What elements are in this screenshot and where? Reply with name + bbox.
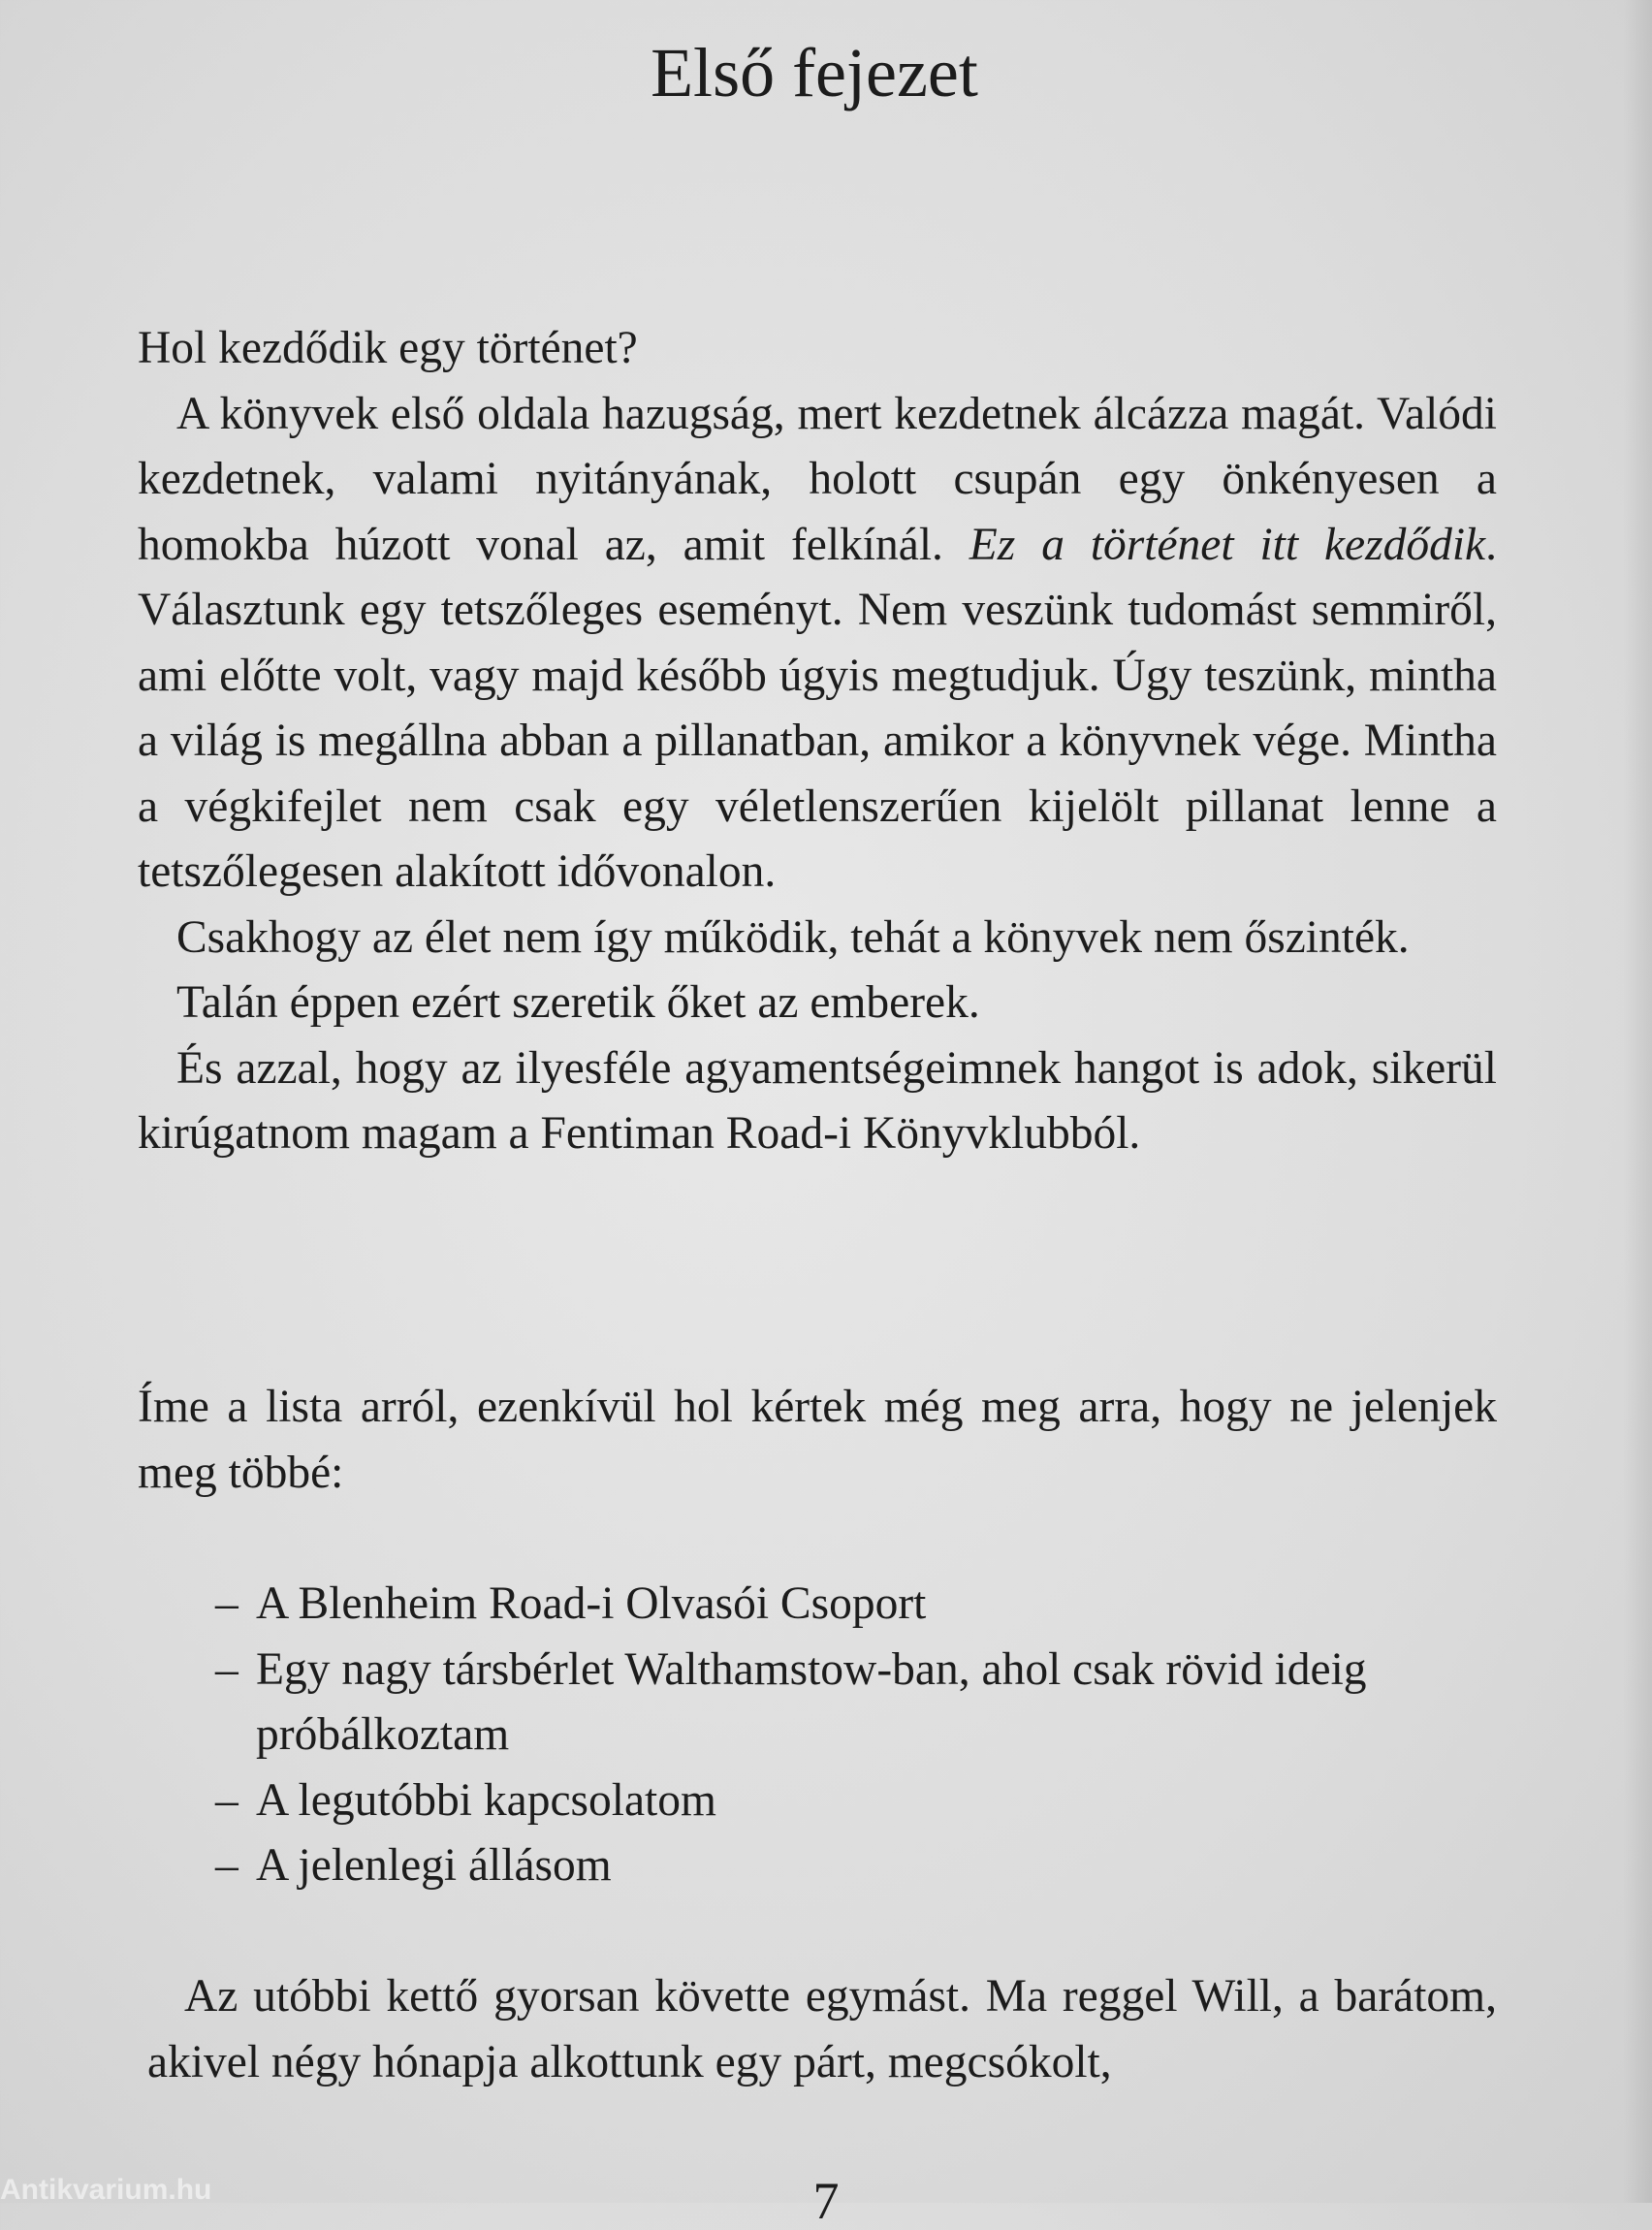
list-dash: – <box>215 1840 238 1891</box>
italic-phrase: Ez a történet itt kezdődik <box>969 519 1486 570</box>
chapter-title: Első fejezet <box>651 34 978 112</box>
list-item-text: A jelenlegi állásom <box>256 1840 612 1891</box>
banned-list <box>138 1572 1497 1899</box>
paragraph-book-club: És azzal, hogy az ilyesféle agyamentségeimnek hangot is adok, sikerül kirúgatnom magam a Fentiman Road-i Könyvklubból. <box>138 1042 1497 1159</box>
opening-question: Hol kezdődik egy történet? <box>138 323 638 373</box>
list-intro <box>138 1375 1497 1506</box>
list-item <box>138 1638 1497 1768</box>
watermark: Antikvarium.hu <box>0 2174 212 2206</box>
page-number: 7 <box>812 2172 840 2230</box>
list-dash: – <box>215 1774 238 1826</box>
list-item <box>138 1833 1497 1899</box>
closing-paragraph: Az utóbbi kettő gyorsan követte egymást. Ma reggel Will, a barátom, akivel négy hónapja alkottunk egy párt, megcsókolt, <box>147 1971 1497 2087</box>
paragraph-first-page-lie <box>138 382 1497 906</box>
list-dash: – <box>215 1643 238 1695</box>
list-item-text: A Blenheim Road-i Olvasói Csoport <box>256 1578 927 1629</box>
closing-text <box>147 1964 1497 2095</box>
list-item <box>138 1572 1497 1638</box>
paragraph-text: A könyvek első oldala hazugság, mert kezdetnek álcázza magát. Valódi kezdetnek, valami nyitányának, holott csupán egy önkényesen a homokba húzott vonal az, amit felkínál. <box>138 388 1497 570</box>
list-item <box>138 1768 1497 1834</box>
opening-text <box>138 316 1497 1167</box>
list-intro-text: Íme a lista arról, ezenkívül hol kértek még meg arra, hogy ne jelenjek meg többé: <box>138 1382 1497 1498</box>
paragraph-life: Csakhogy az élet nem így működik, tehát a könyvek nem őszinték. <box>176 911 1410 963</box>
paragraph-people: Talán éppen ezért szeretik őket az emberek. <box>176 977 980 1028</box>
list-item-text: Egy nagy társbérlet Walthamstow-ban, ahol csak rövid ideig próbálkoztam <box>256 1643 1367 1760</box>
paragraph-text: . Választunk egy tetszőleges eseményt. Nem veszünk tudomást semmiről, ami előtte volt, vagy majd később úgyis megtudjuk. Úgy teszünk, mintha a világ is megállna abban a pillanatban, amikor a könyvnek vége. Mintha a végkifejlet nem csak egy véletlenszerűen kijelölt pillanat lenne a tetszőlegesen alakított idővonalon. <box>138 519 1497 897</box>
page-edge-shadow <box>1623 0 1652 2203</box>
list-item-text: A legutóbbi kapcsolatom <box>256 1774 716 1826</box>
list-dash: – <box>215 1578 238 1629</box>
